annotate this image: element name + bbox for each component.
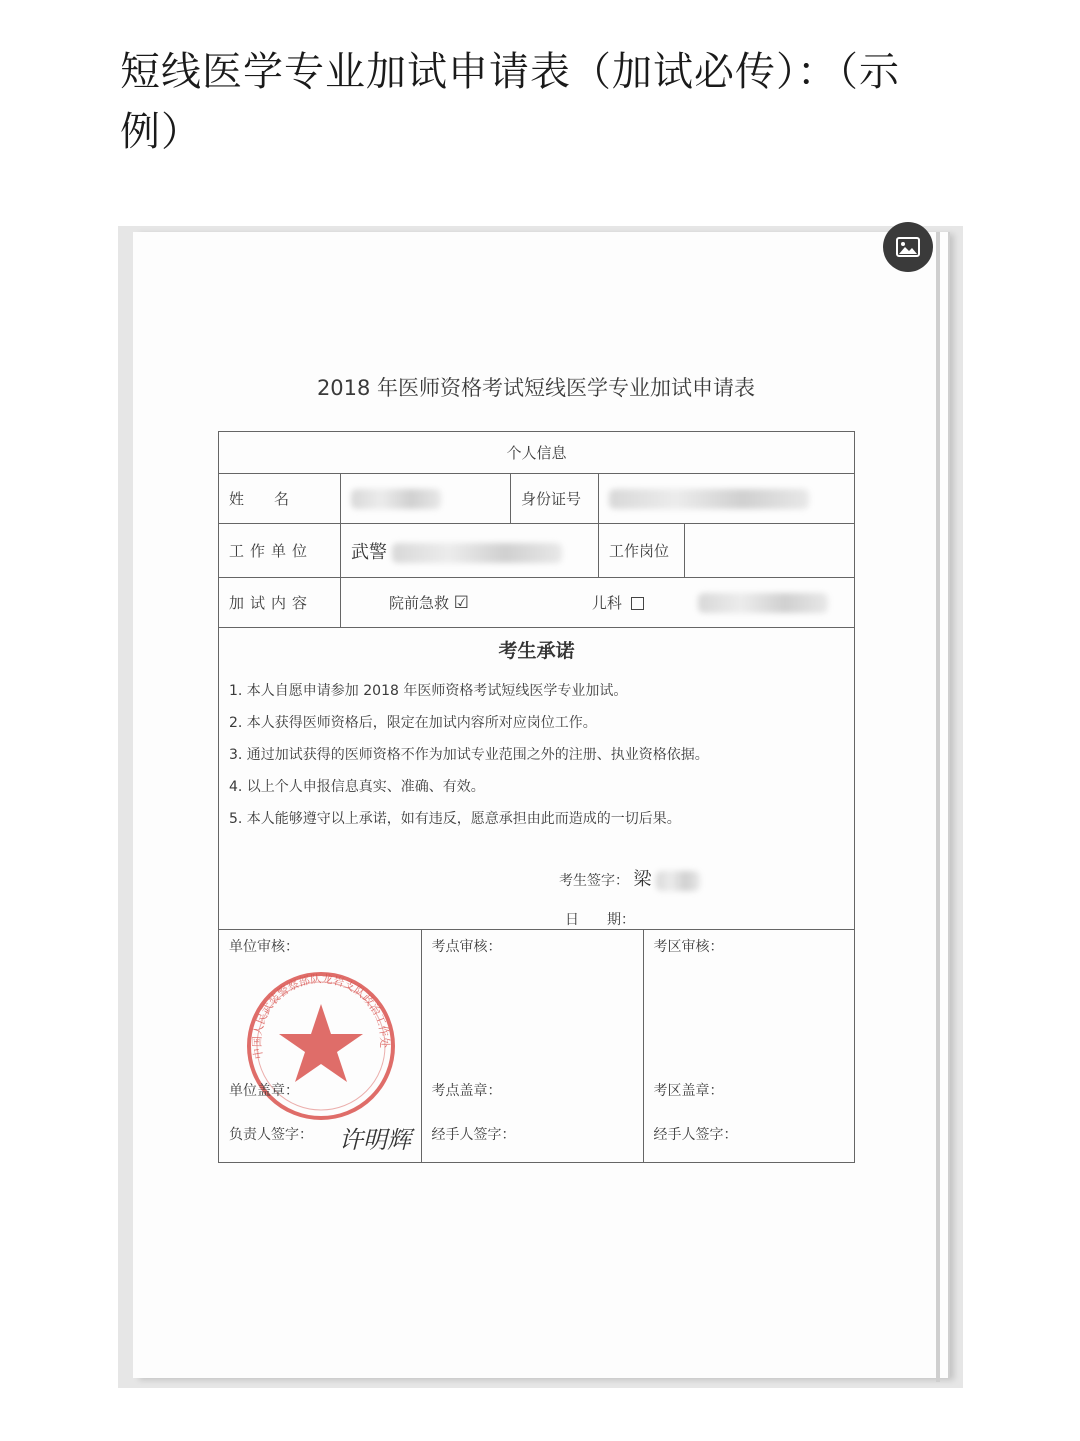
redacted-id <box>609 489 809 509</box>
paper-edge <box>936 232 940 1382</box>
redacted-extra <box>698 593 828 613</box>
promise-section <box>219 628 855 930</box>
promise-item: 1. 本人自愿申请参加 2018 年医师资格考试短线医学专业加试。 <box>229 683 628 699</box>
site-seal-label: 考点盖章： <box>431 1083 502 1099</box>
id-value <box>599 474 855 524</box>
position-value <box>685 524 855 578</box>
work-unit-label: 工作单位 <box>219 524 341 578</box>
work-unit-value <box>341 524 599 578</box>
district-seal-label: 考区盖章： <box>653 1083 724 1099</box>
position-label: 工作岗位 <box>599 524 685 578</box>
candidate-signature-handwriting: 梁 <box>633 869 652 890</box>
option-prehospital: 院前急救 <box>389 593 450 612</box>
unchecked-box-icon <box>631 597 644 610</box>
exam-content-options <box>341 578 855 628</box>
document-title: 2018 年医师资格考试短线医学专业加试申请表 <box>316 376 756 400</box>
option-pediatrics: 儿科 <box>591 593 622 612</box>
personal-info-header: 个人信息 <box>219 432 855 474</box>
leader-signature-handwriting: 许明辉 <box>339 1126 411 1154</box>
review-row <box>219 930 855 1163</box>
image-icon <box>896 237 920 257</box>
unit-review-label: 单位审核： <box>229 939 299 955</box>
checked-box-icon: ☑ <box>453 592 470 613</box>
redacted-name <box>351 489 441 509</box>
district-handler-signature-label: 经手人签字： <box>653 1127 738 1143</box>
image-view-button[interactable] <box>883 222 933 272</box>
date-label: 日 期： <box>565 912 635 928</box>
candidate-signature-row <box>559 865 844 891</box>
leader-signature-label: 负责人签字： <box>229 1127 313 1143</box>
redacted-work-unit <box>392 543 562 563</box>
name-value <box>341 474 511 524</box>
name-label: 姓 名 <box>219 474 341 524</box>
candidate-signature-label: 考生签字： <box>559 873 629 889</box>
application-form <box>218 431 855 1163</box>
unit-review-cell <box>219 930 421 1162</box>
promise-header: 考生承诺 <box>498 640 575 662</box>
site-review-label: 考点审核： <box>431 939 502 955</box>
site-handler-signature-label: 经手人签字： <box>431 1127 516 1143</box>
page-heading: 短线医学专业加试申请表（加试必传）：（示例） <box>120 49 900 155</box>
district-review-cell <box>643 930 855 1162</box>
site-review-cell <box>421 930 643 1162</box>
promise-item: 5. 本人能够遵守以上承诺，如有违反，愿意承担由此而造成的一切后果。 <box>229 811 681 827</box>
id-label: 身份证号 <box>511 474 599 524</box>
unit-seal-label: 单位盖章： <box>229 1083 299 1099</box>
seal-text: 中国人民武装警察部队龙岩支队政治工作处 <box>250 972 392 1060</box>
work-unit-handwriting: 武警 <box>351 541 387 563</box>
exam-content-label: 加试内容 <box>219 578 341 628</box>
redacted-signature <box>656 871 700 891</box>
promise-item: 4. 以上个人申报信息真实、准确、有效。 <box>229 779 485 795</box>
district-review-label: 考区审核： <box>653 939 724 955</box>
promise-item: 3. 通过加试获得的医师资格不作为加试专业范围之外的注册、执业资格依据。 <box>229 747 709 763</box>
review-table <box>219 930 855 1162</box>
promise-item: 2. 本人获得医师资格后，限定在加试内容所对应岗位工作。 <box>229 715 597 731</box>
official-seal <box>233 966 409 1126</box>
